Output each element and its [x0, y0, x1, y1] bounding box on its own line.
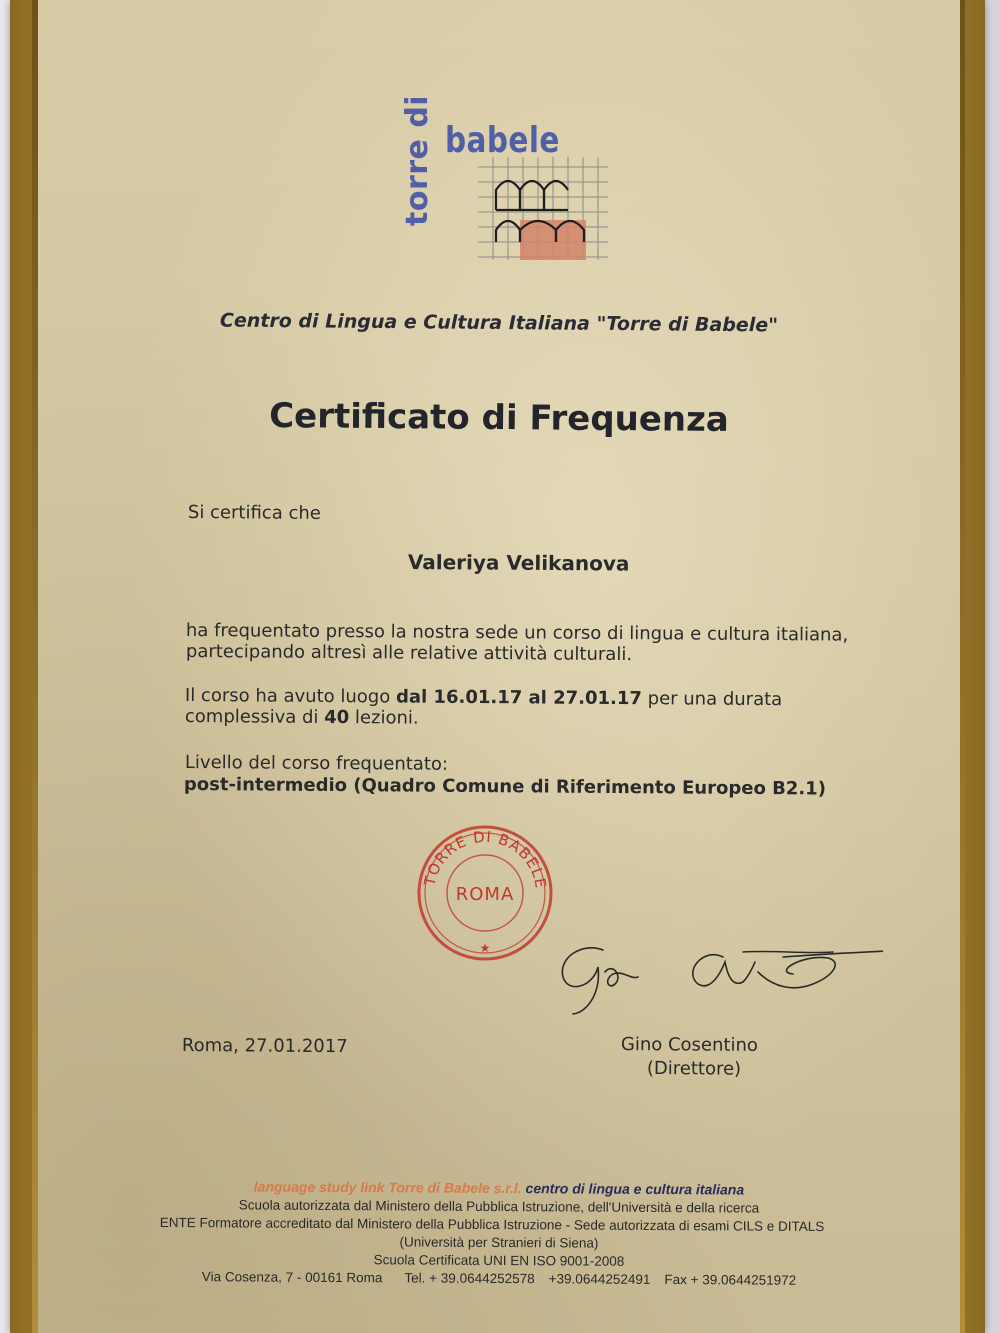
footer-line-3: (Università per Stranieri di Siena): [399, 1234, 599, 1251]
svg-text:★: ★: [479, 941, 491, 955]
footer-tel-2: +39.0644252491: [548, 1271, 651, 1287]
svg-text:TORRE DI BABELE: [420, 828, 550, 890]
footer-line-1: Scuola autorizzata dal Ministero della Pubblica Istruzione, dell'Università e della ricerca: [238, 1197, 760, 1216]
official-stamp-icon: [414, 822, 556, 964]
signer-role: (Direttore): [646, 1058, 742, 1080]
course-dates-suffix: per una durata: [641, 688, 783, 711]
level-label: Livello del corso frequentato:: [184, 752, 449, 775]
attendance-line-2: partecipando altresì alle relative attività culturali.: [185, 641, 633, 666]
logo-text-torre-di: torre di: [400, 94, 435, 226]
signer-name: Gino Cosentino: [620, 1034, 759, 1056]
footer-line-4: Scuola Certificata UNI EN ISO 9001-2008: [373, 1252, 625, 1269]
course-lessons-line: [185, 706, 419, 729]
attendance-line-1: ha frequentato presso la nostra sede un corso di lingua e cultura italiana,: [185, 620, 849, 646]
place-date: Roma, 27.01.2017: [181, 1035, 348, 1058]
student-name: Valeriya Velikanova: [407, 550, 630, 576]
footer-fax: Fax + 39.0644251972: [664, 1272, 797, 1288]
course-dates-prefix: Il corso ha avuto luogo: [184, 685, 397, 708]
footer-tel: Tel. + 39.0644252578: [404, 1270, 535, 1287]
certificate-title: Certificato di Frequenza: [268, 395, 730, 441]
footer-brand-tagline: centro di lingua e cultura italiana: [525, 1180, 745, 1198]
logo-text-babele: babele: [445, 120, 560, 161]
footer-brand-company: language study link Torre di Babele s.r.l.: [253, 1178, 522, 1197]
course-dates-value: dal 16.01.17 al 27.01.17: [395, 686, 643, 710]
footer-address: Via Cosenza, 7 - 00161 Roma: [201, 1269, 383, 1286]
lessons-suffix: lezioni.: [349, 707, 419, 729]
lesson-count: 40: [324, 706, 350, 729]
level-value: post-intermedio (Quadro Comune di Riferimento Europeo B2.1): [183, 774, 827, 800]
lessons-prefix: complessiva di: [184, 706, 325, 728]
footer-brand-line: [38, 1177, 960, 1199]
school-name: Centro di Lingua e Cultura Italiana "Torre di Babele": [219, 309, 779, 337]
certificate-paper: [38, 0, 960, 1333]
footer-line-2: ENTE Formatore accreditato dal Ministero della Pubblica Istruzione - Sede autorizzata di esami CILS e DITALS: [159, 1214, 825, 1235]
stamp-center-text: ROMA: [455, 884, 515, 905]
handwritten-signature-icon: [543, 932, 883, 1022]
intro-text: Si certifica che: [187, 502, 321, 524]
stamp-ring-text: TORRE DI BABELE: [420, 827, 550, 891]
footer-contacts: [38, 1268, 960, 1289]
